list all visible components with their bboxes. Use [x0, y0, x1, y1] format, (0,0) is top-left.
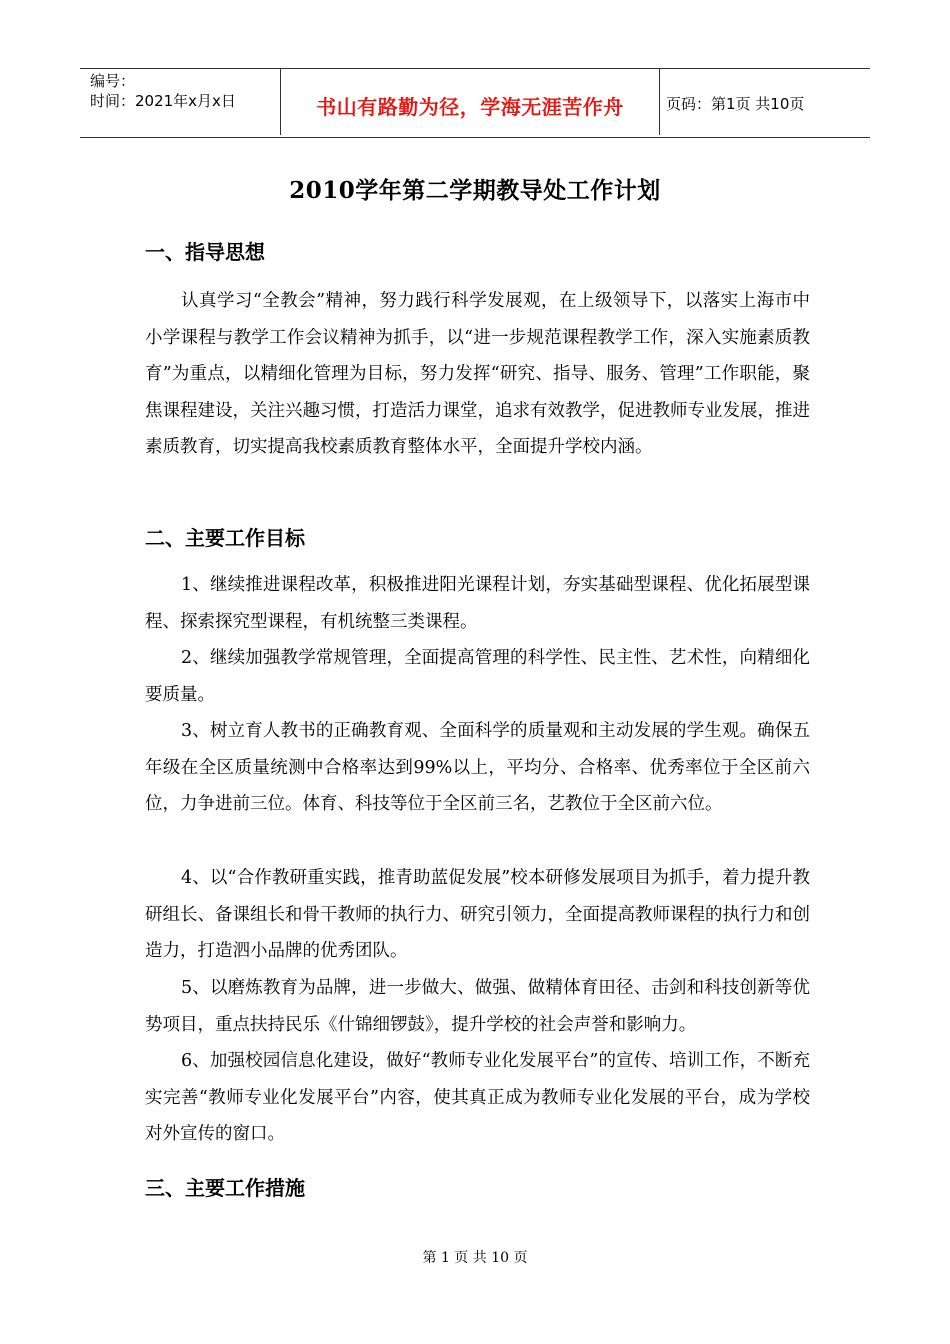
- header-meta-cell: [80, 69, 280, 137]
- section-heading-work-measures: 三、主要工作措施: [145, 1176, 305, 1200]
- goal-item-3: 3、树立育人教书的正确教育观、全面科学的质量观和主动发展的学生观。确保五年级在全区质量统测中合格率达到99%以上，平均分、合格率、优秀率位于全区前六位，力争进前三位。体育、科技等位于全区前三名，艺教位于全区前六位。: [145, 721, 810, 814]
- header-motto: 书山有路勤为径，学海无涯苦作舟: [316, 95, 624, 119]
- goal-item-5: 5、以磨炼教育为品牌，进一步做大、做强、做精体育田径、击剑和科技创新等优势项目，重点扶持民乐《什锦细锣鼓》，提升学校的社会声誉和影响力。: [145, 978, 810, 1035]
- header-page-info: 页码：第1页 共10页: [666, 95, 805, 113]
- document-time-label: 时间：2021年x月x日: [90, 92, 236, 110]
- goal-item-4: 4、以“合作教研重实践，推青助蓝促发展”校本研修发展项目为抓手，着力提升教研组长、备课组长和骨干教师的执行力、研究引领力，全面提高教师课程的执行力和创造力，打造泗小品牌的优秀团队。: [145, 868, 810, 961]
- paragraph-guiding-ideology: 认真学习“全教会”精神，努力践行科学发展观，在上级领导下，以落实上海市中小学课程与教学工作会议精神为抓手，以“进一步规范课程教学工作，深入实施素质教育”为重点，以精细化管理为目标，努力发挥“研究、指导、服务、管理”工作职能，聚焦课程建设，关注兴趣习惯，打造活力课堂，追求有效教学，促进教师专业发展，推进素质教育，切实提高我校素质教育整体水平，全面提升学校内涵。: [145, 291, 810, 457]
- header-motto-cell: [280, 69, 660, 135]
- goal-item-1: 1、继续推进课程改革，积极推进阳光课程计划，夯实基础型课程、优化拓展型课程、探索探究型课程，有机统整三类课程。: [145, 575, 810, 632]
- document-title: 2010学年第二学期教导处工作计划: [289, 177, 661, 204]
- goal-item-2: 2、继续加强教学常规管理，全面提高管理的科学性、民主性、艺术性，向精细化要质量。: [145, 648, 810, 705]
- page-footer: 第 1 页 共 10 页: [422, 1250, 528, 1266]
- document-number-label: 编号：: [90, 72, 136, 90]
- section-heading-work-goals: 二、主要工作目标: [145, 526, 305, 550]
- header-table: [80, 68, 870, 138]
- header-page-cell: [658, 69, 870, 137]
- section-heading-guiding-ideology: 一、指导思想: [145, 240, 265, 264]
- goal-item-6: 6、加强校园信息化建设，做好“教师专业化发展平台”的宣传、培训工作，不断充实完善“教师专业化发展平台”内容，使其真正成为教师专业化发展的平台，成为学校对外宣传的窗口。: [145, 1051, 810, 1144]
